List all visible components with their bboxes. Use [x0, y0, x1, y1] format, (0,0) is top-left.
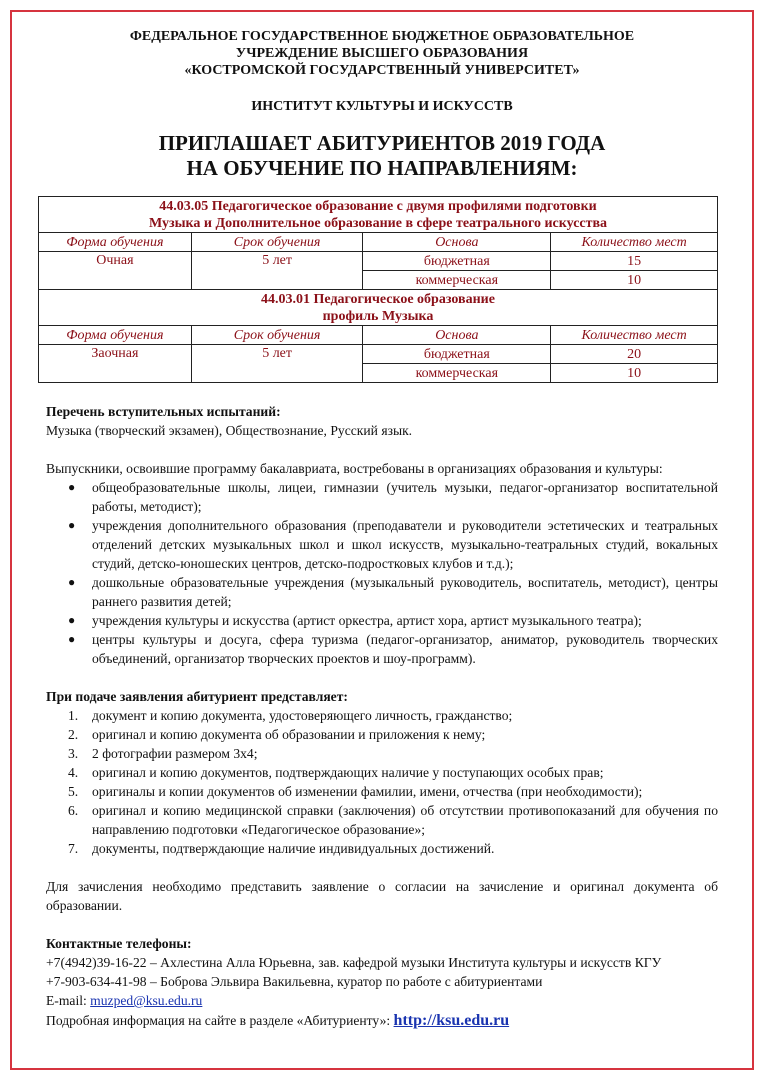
study-term-cell: 5 лет	[191, 252, 363, 290]
list-item	[46, 706, 718, 725]
invite-line-2: НА ОБУЧЕНИЕ ПО НАПРАВЛЕНИЯМ:	[186, 156, 578, 180]
graduates-list	[46, 478, 718, 668]
basis-cell: коммерческая	[363, 364, 551, 383]
bullet-icon: ●	[68, 632, 76, 646]
column-header: Форма обучения	[39, 326, 192, 345]
list-item	[46, 763, 718, 782]
basis-cell: бюджетная	[363, 252, 551, 271]
exams-text: Музыка (творческий экзамен), Обществознание, Русский язык.	[46, 423, 413, 438]
places-cell: 15	[551, 252, 718, 271]
graduates-section	[46, 459, 718, 668]
list-number: 6.	[68, 803, 79, 818]
list-item	[46, 782, 718, 801]
study-term-cell: 5 лет	[191, 345, 363, 383]
column-header: Количество мест	[551, 233, 718, 252]
list-number: 2.	[68, 727, 79, 742]
program-title-line: профиль Музыка	[322, 308, 434, 324]
list-item-text: оригинал и копию медицинской справки (заключения) об отсутствии противопоказаний для обучения по направлению подготовки «Педагогическое образование»;	[92, 803, 718, 837]
list-number: 1.	[68, 708, 79, 723]
column-header: Форма обучения	[39, 233, 192, 252]
list-number: 3.	[68, 746, 79, 761]
list-item-text: дошкольные образовательные учреждения (музыкальный руководитель, воспитатель, методист), центры раннего развития детей;	[92, 575, 718, 609]
site-link[interactable]: http://ksu.edu.ru	[393, 1012, 510, 1029]
invite-heading	[46, 131, 718, 181]
column-header: Основа	[363, 233, 551, 252]
header-line-3: «КОСТРОМСКОЙ ГОСУДАРСТВЕННЫЙ УНИВЕРСИТЕТ»	[184, 63, 580, 78]
list-item	[46, 573, 718, 611]
bullet-icon: ●	[68, 480, 76, 494]
column-header: Количество мест	[551, 326, 718, 345]
list-item	[46, 516, 718, 573]
list-item-text: документы, подтверждающие наличие индивидуальных достижений.	[92, 841, 495, 856]
documents-section	[46, 687, 718, 858]
graduates-intro: Выпускники, освоившие программу бакалавриата, востребованы в организациях образования и культуры:	[46, 461, 663, 476]
program-title-line: 44.03.05 Педагогическое образование с двумя профилями подготовки	[159, 198, 597, 214]
bullet-icon: ●	[68, 518, 76, 532]
programs-table	[38, 196, 718, 383]
institute-name: ИНСТИТУТ КУЛЬТУРЫ И ИСКУССТВ	[251, 99, 513, 114]
email-label: E-mail:	[46, 993, 91, 1008]
list-item	[46, 630, 718, 668]
basis-cell: коммерческая	[363, 271, 551, 290]
list-item	[46, 839, 718, 858]
university-header	[46, 28, 718, 79]
program-title-line: Музыка и Дополнительное образование в сфере театрального искусства	[148, 215, 608, 231]
documents-title: При подаче заявления абитуриент представляет:	[46, 689, 348, 704]
contacts-section	[46, 934, 718, 1030]
site-row	[46, 1011, 718, 1030]
list-number: 4.	[68, 765, 79, 780]
study-form-cell: Очная	[39, 252, 192, 290]
list-number: 7.	[68, 841, 79, 856]
places-cell: 10	[551, 364, 718, 383]
places-cell: 20	[551, 345, 718, 364]
places-cell: 10	[551, 271, 718, 290]
list-item	[46, 801, 718, 839]
list-item-text: общеобразовательные школы, лицеи, гимназии (учитель музыки, педагог-организатор воспитательной работы, методист);	[92, 480, 718, 514]
bullet-icon: ●	[68, 575, 76, 589]
column-header: Срок обучения	[191, 233, 363, 252]
basis-cell: бюджетная	[363, 345, 551, 364]
list-number: 5.	[68, 784, 79, 799]
list-item-text: учреждения культуры и искусства (артист оркестра, артист хора, артист музыкального театра);	[92, 613, 642, 628]
header-line-1: ФЕДЕРАЛЬНОЕ ГОСУДАРСТВЕННОЕ БЮДЖЕТНОЕ ОБРАЗОВАТЕЛЬНОЕ	[129, 29, 635, 44]
list-item-text: 2 фотографии размером 3х4;	[92, 746, 258, 761]
exams-title: Перечень вступительных испытаний:	[46, 404, 281, 419]
list-item	[46, 478, 718, 516]
enrollment-note: Для зачисления необходимо представить заявление о согласии на зачисление и оригинал документа об образовании.	[46, 879, 718, 913]
column-header: Срок обучения	[191, 326, 363, 345]
list-item	[46, 725, 718, 744]
documents-list	[46, 706, 718, 858]
list-item	[46, 744, 718, 763]
program-title-line: 44.03.01 Педагогическое образование	[261, 291, 495, 307]
list-item	[46, 611, 718, 630]
list-item-text: оригиналы и копии документов об изменении фамилии, имени, отчества (при необходимости);	[92, 784, 643, 799]
list-item-text: документ и копию документа, удостоверяющего личность, гражданство;	[92, 708, 513, 723]
contact-phone-2: +7-903-634-41-98 – Боброва Эльвира Вакильевна, куратор по работе с абитуриентами	[46, 974, 543, 989]
list-item-text: оригинал и копию документов, подтверждающих наличие у поступающих особых прав;	[92, 765, 604, 780]
column-header: Основа	[363, 326, 551, 345]
invite-line-1: ПРИГЛАШАЕТ АБИТУРИЕНТОВ 2019 ГОДА	[158, 131, 606, 155]
list-item-text: учреждения дополнительного образования (преподаватели и руководители эстетических и театральных отделений детских музыкальных школ и школ искусств, музыкально-театральных студий, вокальных студий, детско-юношеских центров, детско-подростковых клубов и т.д.);	[92, 518, 718, 571]
contacts-title: Контактные телефоны:	[46, 936, 192, 951]
site-label: Подробная информация на сайте в разделе «Абитуриенту»:	[46, 1013, 394, 1028]
program-title	[39, 197, 718, 233]
email-link[interactable]: muzped@ksu.edu.ru	[90, 993, 203, 1008]
document-body	[46, 28, 718, 1030]
header-line-2: УЧРЕЖДЕНИЕ ВЫСШЕГО ОБРАЗОВАНИЯ	[235, 46, 529, 61]
list-item-text: центры культуры и досуга, сфера туризма (педагог-организатор, аниматор, руководитель творческих объединений, организатор творческих проектов и шоу-программ).	[92, 632, 718, 666]
contact-email-row	[46, 991, 718, 1010]
exams-section	[46, 402, 718, 440]
study-form-cell: Заочная	[39, 345, 192, 383]
program-title	[39, 290, 718, 326]
contact-phone-1: +7(4942)39-16-22 – Ахлестина Алла Юрьевна, зав. кафедрой музыки Института культуры и искусств КГУ	[46, 955, 662, 970]
list-item-text: оригинал и копию документа об образовании и приложения к нему;	[92, 727, 486, 742]
bullet-icon: ●	[68, 613, 76, 627]
